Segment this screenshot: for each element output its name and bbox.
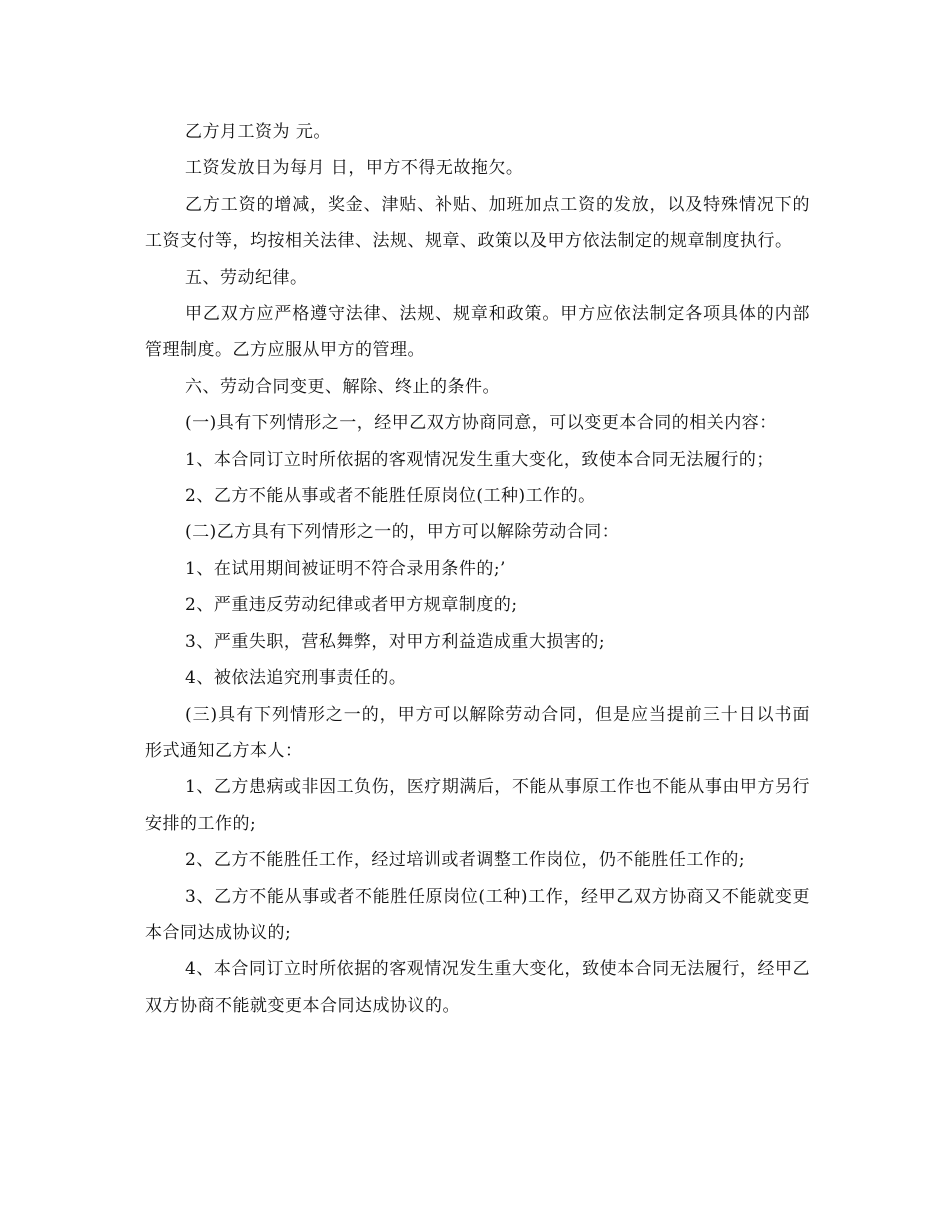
list-item: 2、乙方不能胜任工作，经过培训或者调整工作岗位，仍不能胜任工作的; [185, 850, 746, 871]
subsection-one-paragraph: (一)具有下列情形之一，经甲乙双方协商同意，可以变更本合同的相关内容： [185, 413, 777, 434]
salary-adjustment-paragraph: 乙方工资的增减，奖金、津贴、补贴、加班加点工资的发放，以及特殊情况下的工资支付等，均按相关法律、法规、规章、政策以及甲方依法制定的规章制度执行。 [145, 194, 810, 252]
list-item: 1、乙方患病或非因工负伤，医疗期满后，不能从事原工作也不能从事由甲方另行安排的工作的; [145, 777, 810, 834]
section-heading-contract-change: 六、劳动合同变更、解除、终止的条件。 [185, 376, 500, 397]
subsection-two-paragraph: (二)乙方具有下列情形之一的，甲方可以解除劳动合同： [185, 522, 620, 543]
list-item: 2、严重违反劳动纪律或者甲方规章制度的; [185, 595, 518, 616]
document-body [145, 114, 810, 1024]
list-item: 2、乙方不能从事或者不能胜任原岗位(工种)工作的。 [185, 486, 596, 507]
labor-discipline-paragraph: 甲乙双方应严格遵守法律、法规、规章和政策。甲方应依法制定各项具体的内部管理制度。乙方应服从甲方的管理。 [145, 304, 810, 361]
list-item: 1、在试用期间被证明不符合录用条件的;’ [185, 558, 506, 579]
salary-amount-paragraph: 乙方月工资为 元。 [185, 122, 331, 142]
subsection-three-paragraph: (三)具有下列情形之一的，甲方可以解除劳动合同，但是应当提前三十日以书面形式通知乙方本人： [145, 704, 810, 761]
payday-paragraph: 工资发放日为每月 日，甲方不得无故拖欠。 [185, 158, 524, 179]
list-item: 3、严重失职，营私舞弊，对甲方利益造成重大损害的; [185, 631, 606, 652]
list-item: 3、乙方不能从事或者不能胜任原岗位(工种)工作，经甲乙双方协商又不能就变更本合同达成协议的; [145, 886, 810, 943]
list-item: 4、被依法追究刑事责任的。 [185, 668, 407, 689]
list-item: 4、本合同订立时所依据的客观情况发生重大变化，致使本合同无法履行，经甲乙双方协商不能就变更本合同达成协议的。 [145, 959, 810, 1016]
section-heading-labor-discipline: 五、劳动纪律。 [185, 267, 308, 288]
list-item: 1、本合同订立时所依据的客观情况发生重大变化，致使本合同无法履行的； [185, 449, 774, 470]
